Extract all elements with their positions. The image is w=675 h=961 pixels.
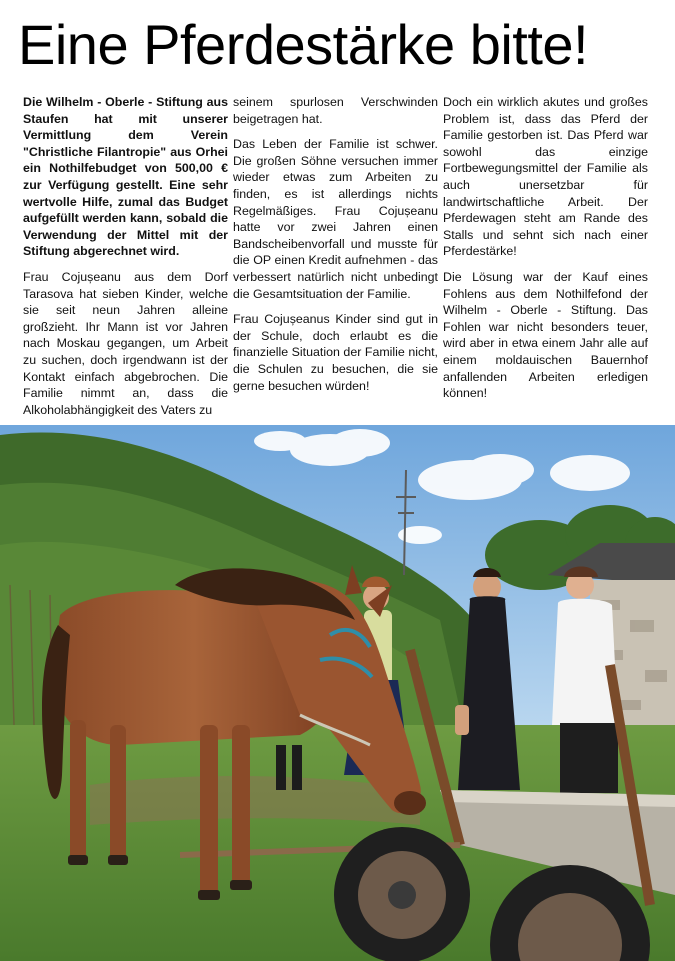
body-paragraph: Doch ein wirklich akutes und großes Problem ist, dass das Pferd der Familie gestorben ist. Das Pferd war sowohl das einzige Fortbewegungsmittel der Familie als auch unersetzbar für landwirtschaftliche Arbeit. Der Pferdewagen steht am Rande des Stalls und sehnt sich nach einer Pferdestärke! xyxy=(443,95,648,259)
article-column-3 xyxy=(443,94,648,411)
body-paragraph: Frau Cojușeanu aus dem Dorf Tarasova hat sieben Kinder, welche sie seit neun Jahren alleine großzieht. Ihr Mann ist vor Jahren nach Moskau gegangen, um Arbeit zu suchen, doch irgendwann ist der Kontakt einfach abgebrochen. Die Familie nimmt an, dass die Alkoholabhängigkeit des Vaters zu xyxy=(23,269,228,417)
intro-paragraph: Die Wilhelm - Oberle - Stiftung aus Staufen hat mit unserer Vermittlung dem Verein "Christliche Filantropie" aus Orhei ein Nothilfebudget von 500,00 € zur Verfügung gestellt. Eine sehr wertvolle Hilfe, zumal das Budget aufgefüllt werden kann, sobald die Verwendung der Mittel mit der Stiftung abgerechnet wird. xyxy=(23,95,228,259)
body-paragraph: Das Leben der Familie ist schwer. Die großen Söhne versuchen immer wieder etwas zum Arbeiten zu finden, es ist allerdings nichts Regelmäßiges. Frau Cojușeanu hatte vor zwei Jahren einen Bandscheibenvorfall und musste für die OP einen Kredit aufnehmen - das verbessert natürlich nicht unbedingt die Gesamtsituation der Familie. xyxy=(233,137,438,301)
article-photo xyxy=(0,425,675,961)
article-column-1 xyxy=(23,94,228,427)
body-paragraph: Die Lösung war der Kauf eines Fohlens aus dem Nothilfefond der Wilhelm - Oberle - Stiftung. Das Fohlen war nicht besonders teuer, wird aber in etwa einem Jahr alle auf einem moldauischen Bauernhof anfallenden Arbeiten erledigen können! xyxy=(443,269,648,401)
article-column-2 xyxy=(233,94,438,403)
headline: Eine Pferdestärke bitte! xyxy=(18,13,589,76)
body-paragraph: Frau Cojușeanus Kinder sind gut in der Schule, doch erlaubt es die finanzielle Situation der Familie nicht, die Schulen zu besuchen, die sie gerne besuchen würden! xyxy=(233,312,438,393)
body-paragraph: seinem spurlosen Verschwinden beigetragen hat. xyxy=(233,95,438,126)
photo-illustration xyxy=(0,425,675,961)
